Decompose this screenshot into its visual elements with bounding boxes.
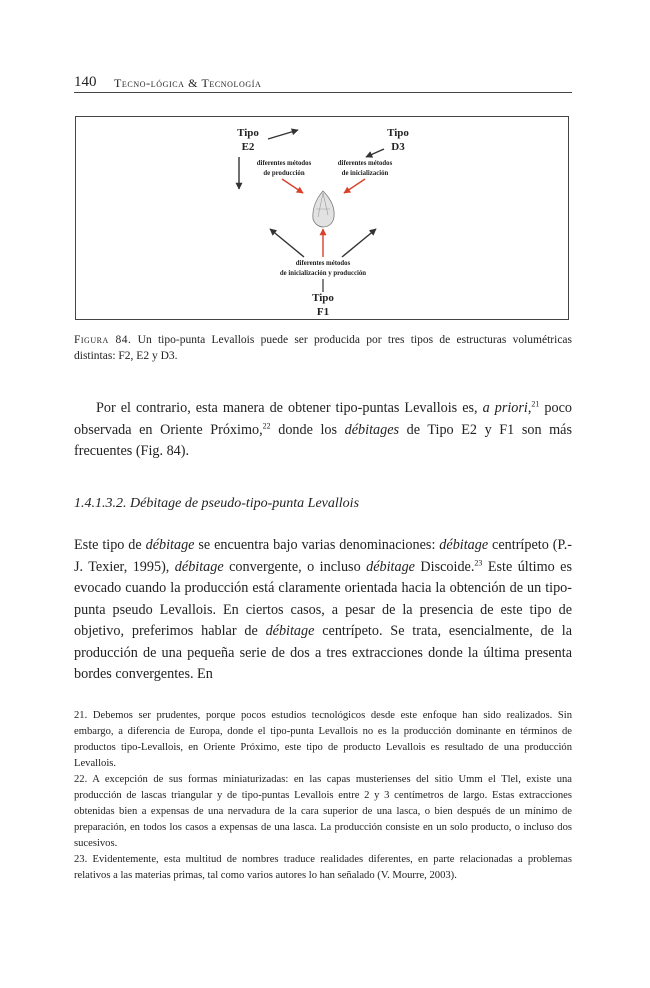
label-right-method-2: de inicialización xyxy=(341,170,389,177)
p2-italic-5: débitage xyxy=(265,623,315,639)
p2-text-5: Discoide. xyxy=(414,558,475,575)
arrow-d3-to-right xyxy=(366,149,384,157)
footnote-22: 22. A excepción de sus formas miniaturizadas: en las capas musterienses del sitio Umm el Tlel, existe una producción de lascas triangular y de tipo-puntas Levallois entre 2 y 3 centímetros de largo. Estas extracciones obtenidas bien a expensas de una nervadura de la cara superior de una lasca, o bien después de un mínimo de preparación, en todos los casos a expensas de una lasca. La producción consiste en un solo producto, o incluso dos sucesivos. xyxy=(74,774,572,849)
page-number: 140 xyxy=(74,74,97,90)
label-tipo-d3-2: D3 xyxy=(391,141,405,153)
arrow-red-right xyxy=(344,179,365,193)
p2-text-2: se encuentra bajo varias denominaciones: xyxy=(194,537,440,553)
p2-text-4: convergente, o incluso xyxy=(223,558,367,575)
p2-italic-3: débitage xyxy=(174,558,224,575)
section-heading: 1.4.1.3.2. Débitage de pseudo-tipo-punta Levallois xyxy=(74,496,360,511)
label-left-method-1: diferentes métodos xyxy=(256,160,312,167)
p2-text-1: Este tipo de xyxy=(74,537,146,553)
running-header xyxy=(74,74,572,92)
label-tipo-f1-2: F1 xyxy=(316,306,330,318)
footnote-ref-23: 23 xyxy=(474,557,483,567)
arrow-bottom-left xyxy=(270,229,304,257)
p1-text-4: donde los xyxy=(270,421,345,438)
label-bottom-method-2: de inicialización y producción xyxy=(279,270,367,277)
label-tipo-e2-1: Tipo xyxy=(237,127,259,139)
figure-caption xyxy=(74,332,572,364)
levallois-point-drawing xyxy=(313,191,334,227)
p2-text-6: Este último es evocado cuando la producción está claramente orientada hacia la obtención de un tipo-punta pseudo Levallois. En ciertos casos, a pesar de la presencia de este tipo de objetivo, preferimos hablar de xyxy=(74,558,573,639)
p2-text-7: centrípeto. Se trata, esencialmente, de la producción de una pequeña serie de dos a tres extracciones donde la última presenta bordes convergentes. En xyxy=(74,623,572,682)
p1-text-3: poco observada en Oriente Próximo, xyxy=(74,400,572,438)
label-tipo-e2-2: E2 xyxy=(241,141,255,153)
label-tipo-f1-1: Tipo xyxy=(312,292,334,304)
arrow-red-left xyxy=(282,179,303,193)
p1-text-2: , xyxy=(527,400,532,416)
paragraph-1 xyxy=(74,398,572,463)
arrow-e2-to-d3 xyxy=(268,130,298,139)
label-bottom-method-1: diferentes métodos xyxy=(295,260,351,267)
p2-italic-4: débitage xyxy=(366,558,415,575)
header-rule xyxy=(74,92,572,93)
p1-text-1: Por el contrario, esta manera de obtener tipo-puntas Levallois es, xyxy=(96,400,483,416)
running-title: Tecno-lógica & Tecnología xyxy=(114,76,262,90)
footnote-21: 21. Debemos ser prudentes, porque pocos estudios tecnológicos desde este enfoque han sido realizados. Sin embargo, a diferencia de Europa, donde el tipo-punta Levallois no es la producción dominante en términos de productos tipo-Levallois, en Oriente Próximo, este tipo de producto Levallois es resultado de una producción Levallois. xyxy=(74,710,572,769)
p1-italic-debitages: débitages xyxy=(344,421,400,438)
caption-text: Un tipo-punta Levallois puede ser producida por tres tipos de estructuras volumétricas distintas: F2, E2 y D3. xyxy=(74,334,572,362)
footnote-ref-21: 21 xyxy=(531,399,540,409)
p2-italic-2: débitage xyxy=(439,537,489,553)
footnotes xyxy=(74,708,572,884)
figure-diagram xyxy=(76,117,570,321)
paragraph-2 xyxy=(74,535,572,686)
arrow-bottom-right xyxy=(342,229,376,257)
footnote-ref-22: 22 xyxy=(262,420,271,430)
figure-84 xyxy=(75,116,569,320)
p1-text-5: de Tipo E2 y F1 son más frecuentes (Fig. 84). xyxy=(74,421,572,459)
footnote-23: 23. Evidentemente, esta multitud de nombres traduce realidades diferentes, en parte relacionadas a problemas relativos a las materias primas, tal como varios autores lo han señalado (V. Mourre, 2003). xyxy=(74,854,572,881)
label-tipo-d3-1: Tipo xyxy=(387,127,409,139)
label-left-method-2: de producción xyxy=(263,170,305,177)
caption-label: Figura 84. xyxy=(74,334,132,346)
label-right-method-1: diferentes métodos xyxy=(337,160,393,167)
p2-text-3: centrípeto (P.-J. Texier, 1995), xyxy=(74,537,573,575)
p2-italic-1: débitage xyxy=(145,537,195,553)
p1-italic-a-priori: a priori xyxy=(482,400,528,416)
